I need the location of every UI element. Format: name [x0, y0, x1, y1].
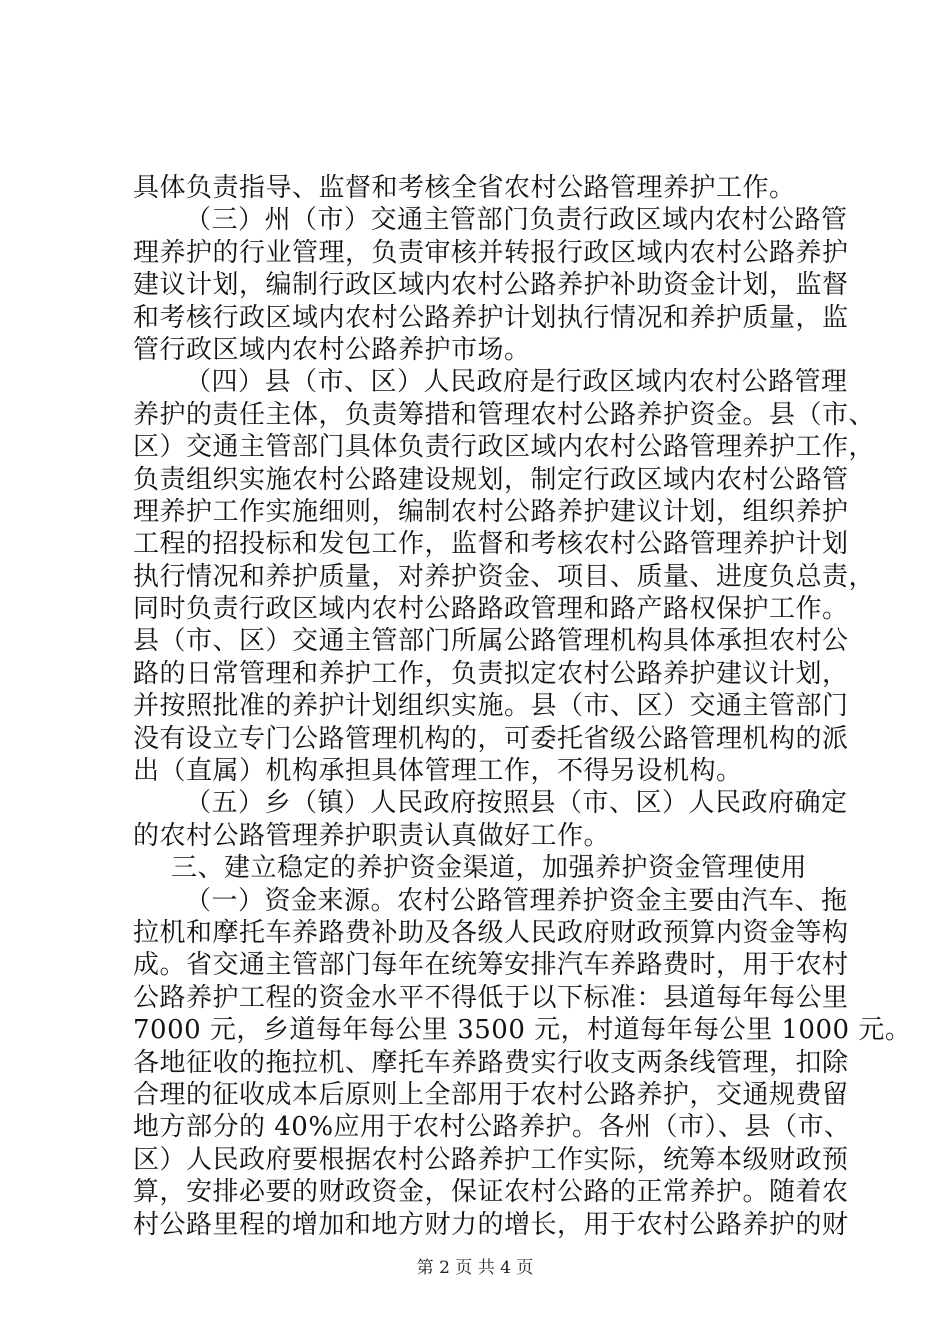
body-line: 出（直属）机构承担具体管理工作，不得另设机构。	[133, 756, 743, 787]
body-line: 村公路里程的增加和地方财力的增长，用于农村公路养护的财	[133, 1209, 849, 1240]
body-line: 具体负责指导、监督和考核全省农村公路管理养护工作。	[133, 173, 796, 203]
page-number-footer: 第 2 页 共 4 页	[416, 1258, 534, 1278]
body-line: 算，安排必要的财政资金，保证农村公路的正常养护。随着农	[133, 1177, 849, 1208]
body-line: 各地征收的拖拉机、摩托车养路费实行收支两条线管理，扣除	[133, 1047, 849, 1078]
body-line: 7000 元，乡道每年每公里 3500 元，村道每年每公里 1000 元。	[133, 1015, 912, 1046]
body-line: （四）县（市、区）人民政府是行政区域内农村公路管理	[185, 367, 848, 398]
body-line: 合理的征收成本后原则上全部用于农村公路养护，交通规费留	[133, 1079, 849, 1110]
body-line: 没有设立专门公路管理机构的，可委托省级公路管理机构的派	[133, 723, 849, 754]
body-line: （一）资金来源。农村公路管理养护资金主要由汽车、拖	[185, 885, 848, 916]
body-line: 养护的责任主体，负责筹措和管理农村公路养护资金。县（市、	[133, 399, 876, 430]
body-line: 拉机和摩托车养路费补助及各级人民政府财政预算内资金等构	[133, 917, 849, 948]
body-line: 理养护工作实施细则，编制农村公路养护建议计划，组织养护	[133, 496, 849, 527]
body-line: 区）交通主管部门具体负责行政区域内农村公路管理养护工作，	[133, 432, 876, 463]
body-line: 地方部分的 40%应用于农村公路养护。各州（市）、县（市、	[133, 1112, 851, 1143]
body-line: （三）州（市）交通主管部门负责行政区域内农村公路管	[185, 205, 848, 236]
body-line: 的农村公路管理养护职责认真做好工作。	[133, 820, 611, 851]
body-line: 负责组织实施农村公路建设规划，制定行政区域内农村公路管	[133, 464, 849, 495]
section-heading: 三、建立稳定的养护资金渠道，加强养护资金管理使用	[171, 853, 808, 884]
body-line: 管行政区域内农村公路养护市场。	[133, 334, 531, 365]
body-line: 路的日常管理和养护工作，负责拟定农村公路养护建议计划，	[133, 658, 849, 689]
body-line: 公路养护工程的资金水平不得低于以下标准：县道每年每公里	[133, 982, 849, 1013]
body-line: 建议计划，编制行政区域内农村公路养护补助资金计划，监督	[133, 270, 849, 301]
document-body	[133, 172, 912, 1241]
body-line: 同时负责行政区域内农村公路路政管理和路产路权保护工作。	[133, 594, 849, 625]
body-line: 成。省交通主管部门每年在统筹安排汽车养路费时，用于农村	[133, 950, 849, 981]
body-line: 县（市、区）交通主管部门所属公路管理机构具体承担农村公	[133, 626, 849, 657]
body-line: 和考核行政区域内农村公路养护计划执行情况和养护质量，监	[133, 302, 849, 333]
body-line: 并按照批准的养护计划组织实施。县（市、区）交通主管部门	[133, 691, 849, 722]
body-line: 执行情况和养护质量，对养护资金、项目、质量、进度负总责，	[133, 561, 876, 592]
body-line: 工程的招投标和发包工作，监督和考核农村公路管理养护计划	[133, 529, 849, 560]
body-line: 区）人民政府要根据农村公路养护工作实际，统筹本级财政预	[133, 1144, 849, 1175]
body-line: 理养护的行业管理，负责审核并转报行政区域内农村公路养护	[133, 237, 849, 268]
body-line: （五）乡（镇）人民政府按照县（市、区）人民政府确定	[185, 788, 848, 819]
